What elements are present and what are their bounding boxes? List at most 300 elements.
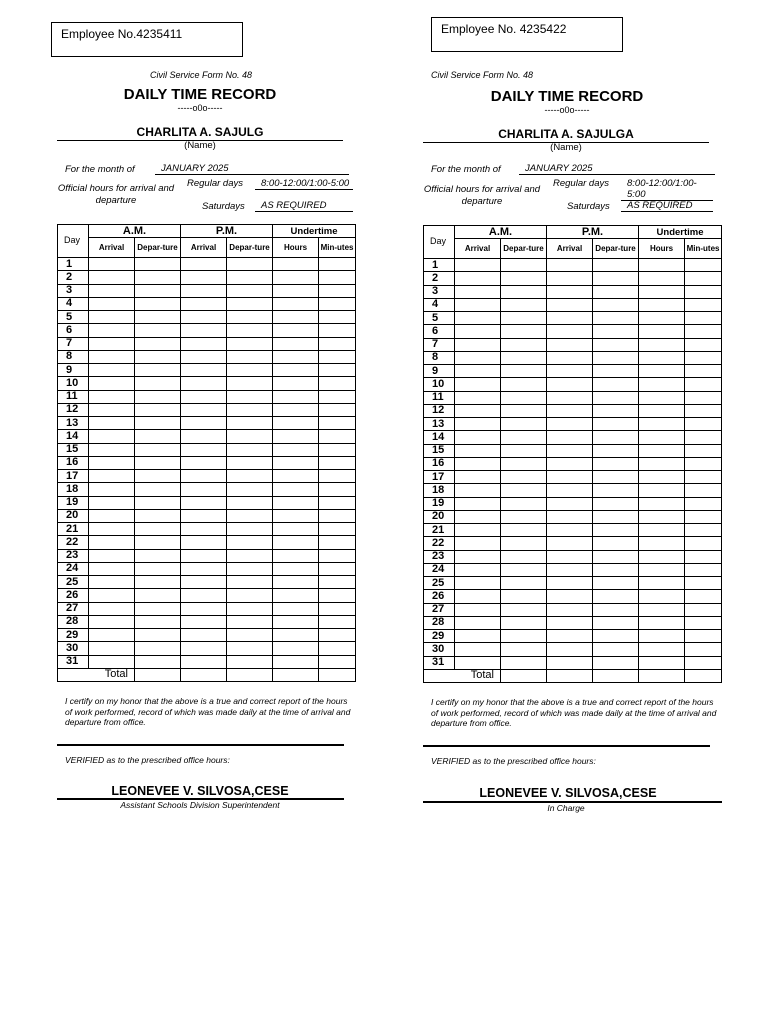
time-cell (135, 443, 181, 456)
time-cell (593, 590, 639, 603)
time-cell (685, 404, 722, 417)
time-cell (135, 470, 181, 483)
time-cell (501, 378, 547, 391)
time-cell (227, 562, 273, 575)
total-cell (501, 669, 547, 682)
time-cell (273, 470, 319, 483)
time-cell (685, 325, 722, 338)
day-number: 4 (58, 297, 89, 310)
time-cell (547, 365, 593, 378)
total-label: Total (424, 669, 501, 682)
time-cell (547, 603, 593, 616)
time-cell (593, 471, 639, 484)
time-cell (639, 550, 685, 563)
am-header: A.M. (455, 226, 547, 239)
time-cell (685, 563, 722, 576)
time-cell (593, 510, 639, 523)
day-number: 28 (424, 616, 455, 629)
time-cell (593, 457, 639, 470)
day-number: 21 (58, 523, 89, 536)
total-label: Total (58, 668, 135, 681)
day-number: 6 (424, 325, 455, 338)
time-cell (639, 298, 685, 311)
day-row (424, 457, 722, 470)
time-cell (89, 430, 135, 443)
day-number: 27 (424, 603, 455, 616)
time-cell (181, 536, 227, 549)
time-cell (181, 350, 227, 363)
time-cell (181, 430, 227, 443)
time-cell (501, 484, 547, 497)
time-cell (135, 655, 181, 668)
day-row (424, 431, 722, 444)
time-cell (181, 364, 227, 377)
time-cell (547, 524, 593, 537)
time-cell (273, 483, 319, 496)
ooo-divider: -----o0o----- (177, 103, 223, 113)
day-row (58, 549, 356, 562)
day-number: 11 (424, 391, 455, 404)
time-cell (501, 431, 547, 444)
time-cell (501, 418, 547, 431)
time-cell (227, 258, 273, 271)
day-number: 29 (58, 629, 89, 642)
time-cell (273, 284, 319, 297)
time-cell (593, 312, 639, 325)
time-cell (547, 643, 593, 656)
day-row (424, 524, 722, 537)
day-row (58, 562, 356, 575)
time-cell (89, 483, 135, 496)
total-cell (547, 669, 593, 682)
day-row (58, 483, 356, 496)
time-cell (639, 590, 685, 603)
time-cell (593, 418, 639, 431)
day-number: 19 (58, 496, 89, 509)
day-header: Day (58, 225, 89, 258)
time-cell (135, 417, 181, 430)
time-cell (501, 510, 547, 523)
time-cell (685, 259, 722, 272)
time-cell (455, 471, 501, 484)
time-cell (273, 576, 319, 589)
time-cell (135, 271, 181, 284)
day-number: 13 (424, 418, 455, 431)
time-cell (547, 550, 593, 563)
time-cell (501, 550, 547, 563)
day-number: 17 (424, 471, 455, 484)
time-cell (181, 258, 227, 271)
time-cell (273, 430, 319, 443)
time-cell (273, 655, 319, 668)
time-cell (227, 364, 273, 377)
time-cell (685, 298, 722, 311)
day-number: 28 (58, 615, 89, 628)
time-cell (547, 391, 593, 404)
time-cell (547, 537, 593, 550)
time-cell (273, 589, 319, 602)
time-cell (501, 524, 547, 537)
time-cell (685, 285, 722, 298)
day-row (58, 271, 356, 284)
month-label: For the month of (431, 164, 501, 175)
day-row (424, 298, 722, 311)
time-cell (501, 603, 547, 616)
time-cell (273, 350, 319, 363)
day-number: 22 (424, 537, 455, 550)
time-cell (455, 351, 501, 364)
time-cell (501, 444, 547, 457)
time-cell (593, 656, 639, 669)
time-cell (547, 563, 593, 576)
time-cell (319, 364, 356, 377)
day-row (424, 643, 722, 656)
time-cell (547, 471, 593, 484)
time-cell (227, 390, 273, 403)
time-cell (685, 457, 722, 470)
time-cell (501, 391, 547, 404)
time-cell (639, 351, 685, 364)
day-row (424, 577, 722, 590)
civil-service-form-label: Civil Service Form No. 48 (431, 70, 534, 80)
am-arrival-header: Arrival (89, 238, 135, 258)
time-cell (319, 443, 356, 456)
time-cell (227, 642, 273, 655)
day-row (58, 456, 356, 469)
day-number: 26 (58, 589, 89, 602)
time-cell (639, 630, 685, 643)
time-cell (593, 484, 639, 497)
time-cell (547, 510, 593, 523)
time-cell (501, 365, 547, 378)
saturdays-label: Saturdays (202, 201, 245, 212)
time-cell (685, 471, 722, 484)
time-cell (501, 563, 547, 576)
ooo-divider: -----o0o----- (544, 105, 590, 115)
time-cell (547, 285, 593, 298)
am-departure-header: Depar-ture (135, 238, 181, 258)
employee-name: CHARLITA A. SAJULGA (423, 127, 709, 143)
time-cell (227, 297, 273, 310)
time-cell (181, 311, 227, 324)
day-row (424, 338, 722, 351)
time-cell (89, 602, 135, 615)
time-cell (319, 576, 356, 589)
day-number: 16 (424, 457, 455, 470)
time-cell (135, 496, 181, 509)
time-cell (319, 483, 356, 496)
time-cell (501, 259, 547, 272)
time-cell (273, 536, 319, 549)
day-number: 1 (58, 258, 89, 271)
official-hours-label: Official hours for arrival and departure (423, 184, 541, 207)
time-cell (547, 418, 593, 431)
time-cell (593, 285, 639, 298)
time-cell (593, 338, 639, 351)
signatory-name: LEONEVEE V. SILVOSA,CESE (111, 784, 289, 798)
time-cell (685, 590, 722, 603)
day-number: 27 (58, 602, 89, 615)
time-cell (455, 630, 501, 643)
time-cell (135, 403, 181, 416)
day-number: 31 (58, 655, 89, 668)
day-number: 22 (58, 536, 89, 549)
time-cell (685, 577, 722, 590)
name-label: (Name) (184, 140, 216, 151)
day-row (58, 311, 356, 324)
time-cell (455, 457, 501, 470)
time-cell (135, 629, 181, 642)
time-cell (547, 431, 593, 444)
time-cell (89, 642, 135, 655)
time-cell (273, 523, 319, 536)
time-cell (685, 444, 722, 457)
time-cell (135, 377, 181, 390)
time-cell (639, 325, 685, 338)
time-cell (455, 298, 501, 311)
time-cell (89, 364, 135, 377)
time-cell (135, 311, 181, 324)
day-row (424, 351, 722, 364)
time-cell (501, 497, 547, 510)
time-cell (227, 496, 273, 509)
time-cell (685, 365, 722, 378)
time-cell (455, 444, 501, 457)
pm-departure-header: Depar-ture (227, 238, 273, 258)
time-cell (273, 324, 319, 337)
total-cell (593, 669, 639, 682)
day-number: 16 (58, 456, 89, 469)
time-cell (501, 616, 547, 629)
day-row (58, 655, 356, 668)
day-row (58, 417, 356, 430)
time-cell (89, 311, 135, 324)
time-cell (227, 655, 273, 668)
time-cell (593, 603, 639, 616)
time-cell (455, 497, 501, 510)
time-cell (273, 562, 319, 575)
time-cell (501, 351, 547, 364)
time-cell (135, 483, 181, 496)
time-cell (501, 577, 547, 590)
time-cell (593, 431, 639, 444)
time-cell (181, 403, 227, 416)
time-cell (501, 643, 547, 656)
time-cell (319, 324, 356, 337)
time-cell (89, 377, 135, 390)
time-cell (273, 456, 319, 469)
time-cell (455, 590, 501, 603)
time-cell (227, 377, 273, 390)
day-row (424, 471, 722, 484)
day-row (58, 364, 356, 377)
day-row (58, 576, 356, 589)
day-row (58, 509, 356, 522)
time-cell (685, 510, 722, 523)
day-number: 20 (58, 509, 89, 522)
pm-header: P.M. (181, 225, 273, 238)
time-cell (547, 351, 593, 364)
time-cell (319, 602, 356, 615)
signature-line (423, 745, 710, 747)
time-cell (135, 509, 181, 522)
time-cell (181, 523, 227, 536)
time-cell (273, 642, 319, 655)
time-cell (455, 325, 501, 338)
time-cell (455, 656, 501, 669)
time-cell (547, 484, 593, 497)
time-cell (455, 550, 501, 563)
time-record-table (423, 225, 722, 683)
time-record-table (57, 224, 356, 682)
signatory-title: Assistant Schools Division Superintendent (120, 800, 280, 810)
time-cell (639, 391, 685, 404)
day-number: 2 (424, 272, 455, 285)
day-number: 15 (58, 443, 89, 456)
time-cell (181, 655, 227, 668)
time-cell (181, 297, 227, 310)
time-cell (273, 496, 319, 509)
time-cell (135, 642, 181, 655)
time-cell (455, 510, 501, 523)
time-cell (227, 417, 273, 430)
time-cell (319, 562, 356, 575)
time-cell (89, 443, 135, 456)
day-row (424, 550, 722, 563)
time-cell (273, 403, 319, 416)
time-cell (547, 312, 593, 325)
pm-header: P.M. (547, 226, 639, 239)
time-cell (455, 603, 501, 616)
day-number: 9 (424, 365, 455, 378)
time-cell (181, 456, 227, 469)
day-row (424, 603, 722, 616)
time-cell (547, 577, 593, 590)
time-cell (319, 496, 356, 509)
day-row (424, 259, 722, 272)
time-cell (593, 404, 639, 417)
regular-days-value: 8:00-12:00/1:00-5:00 (255, 178, 353, 190)
time-cell (639, 272, 685, 285)
time-cell (181, 377, 227, 390)
certification-text: I certify on my honor that the above is a true and correct report of the hours of work performed, record of which was made daily at the time of arrival and departure from office. (65, 696, 351, 727)
day-row (424, 444, 722, 457)
time-cell (135, 549, 181, 562)
time-cell (547, 630, 593, 643)
employee-number: Employee No.4235411 (51, 22, 243, 57)
time-cell (319, 258, 356, 271)
day-row (58, 350, 356, 363)
time-cell (319, 297, 356, 310)
time-cell (135, 390, 181, 403)
time-cell (227, 509, 273, 522)
total-cell (639, 669, 685, 682)
day-row (58, 430, 356, 443)
day-row (58, 390, 356, 403)
time-cell (685, 351, 722, 364)
time-cell (273, 377, 319, 390)
time-cell (89, 390, 135, 403)
time-cell (593, 325, 639, 338)
time-cell (639, 404, 685, 417)
day-number: 12 (424, 404, 455, 417)
time-cell (547, 338, 593, 351)
time-cell (273, 297, 319, 310)
day-number: 10 (424, 378, 455, 391)
regular-days-label: Regular days (187, 178, 243, 189)
undertime-hours-header: Hours (639, 239, 685, 259)
day-number: 21 (424, 524, 455, 537)
time-cell (685, 524, 722, 537)
time-cell (455, 391, 501, 404)
day-number: 23 (424, 550, 455, 563)
time-cell (135, 536, 181, 549)
time-cell (319, 377, 356, 390)
day-row (424, 616, 722, 629)
time-cell (135, 562, 181, 575)
day-number: 5 (424, 312, 455, 325)
day-row (424, 537, 722, 550)
day-number: 15 (424, 444, 455, 457)
time-cell (639, 484, 685, 497)
time-cell (685, 550, 722, 563)
day-row (424, 404, 722, 417)
time-cell (455, 259, 501, 272)
time-cell (455, 577, 501, 590)
pm-arrival-header: Arrival (181, 238, 227, 258)
verified-label: VERIFIED as to the prescribed office hours: (65, 755, 230, 765)
day-row (58, 297, 356, 310)
day-row (58, 324, 356, 337)
day-row (424, 510, 722, 523)
time-cell (319, 589, 356, 602)
time-cell (89, 324, 135, 337)
time-cell (135, 589, 181, 602)
time-cell (319, 509, 356, 522)
signatory-name: LEONEVEE V. SILVOSA,CESE (479, 786, 657, 800)
time-cell (135, 364, 181, 377)
day-row (424, 285, 722, 298)
total-cell (319, 668, 356, 681)
day-number: 30 (58, 642, 89, 655)
time-cell (501, 457, 547, 470)
day-row (424, 312, 722, 325)
saturdays-value: AS REQUIRED (255, 200, 353, 212)
time-cell (319, 430, 356, 443)
time-cell (685, 497, 722, 510)
time-cell (685, 537, 722, 550)
day-row (58, 284, 356, 297)
time-cell (593, 298, 639, 311)
civil-service-form-label: Civil Service Form No. 48 (150, 70, 253, 80)
time-cell (593, 351, 639, 364)
time-cell (89, 562, 135, 575)
time-cell (501, 272, 547, 285)
time-cell (593, 630, 639, 643)
time-cell (181, 642, 227, 655)
day-row (58, 642, 356, 655)
undertime-header: Undertime (639, 226, 722, 239)
time-cell (319, 523, 356, 536)
time-cell (593, 391, 639, 404)
time-cell (273, 311, 319, 324)
day-row (58, 629, 356, 642)
time-cell (685, 643, 722, 656)
time-cell (181, 271, 227, 284)
month-value: JANUARY 2025 (519, 163, 715, 175)
time-cell (135, 430, 181, 443)
time-cell (547, 457, 593, 470)
